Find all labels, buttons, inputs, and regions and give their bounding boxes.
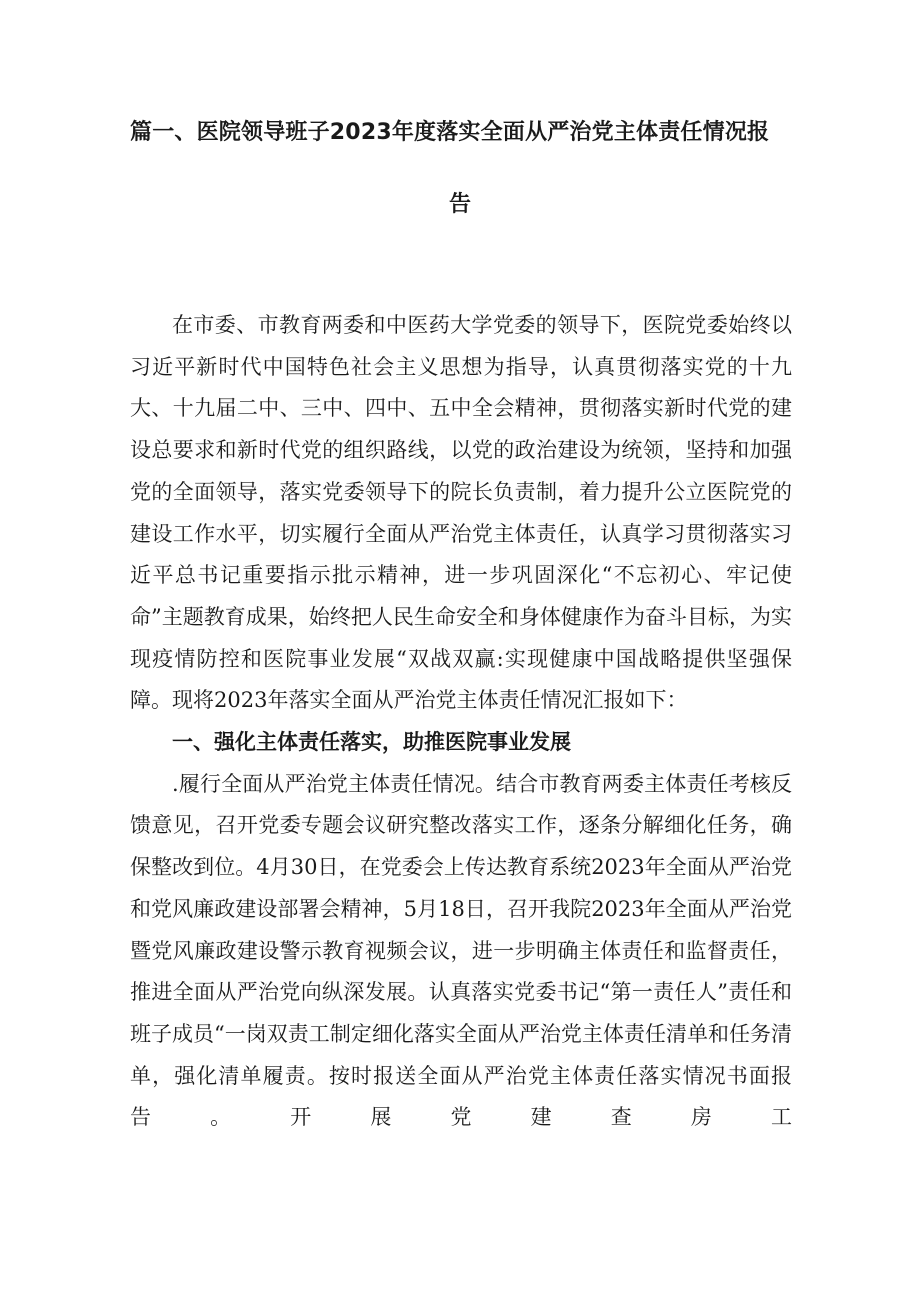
document-title: 篇一、医院领导班子2023年度落实全面从严治党主体责任情况报 [130,120,770,145]
intro-paragraph: 在市委、市教育两委和中医药大学党委的领导下，医院党委始终以习近平新时代中国特色社会主义思想为指导，认真贯彻落实党的十九大、十九届二中、三中、四中、五中全会精神，贯彻落实新时代党的建设总要求和新时代党的组织路线，以党的政治建设为统领，坚持和加强党的全面领导，落实党委领导下的院长负责制，着力提升公立医院党的建设工作水平，切实履行全面从严治党主体责任，认真学习贯彻落实习近平总书记重要指示批示精神，进一步巩固深化“不忘初心、牢记使命”主题教育成果，始终把人民生命安全和身体健康作为奋斗目标，为实现疫情防控和医院事业发展“双战双赢:实现健康中国战略提供坚强保障。现将2023年落实全面从严治党主体责任情况汇报如下： [130,313,792,713]
section-heading: 一、强化主体责任落实，助推医院事业发展 [172,730,571,755]
section-paragraph: .履行全面从严治党主体责任情况。结合市教育两委主体责任考核反馈意见，召开党委专题会议研究整改落实工作，逐条分解细化任务，确保整改到位。4月30日，在党委会上传达教育系统2023年全面从严治党和党风廉政建设部署会精神，5月18日，召开我院2023年全面从严治党暨党风廉政建设警示教育视频会议，进一步明确主体责任和监督责任，推进全面从严治党向纵深发展。认真落实党委书记“第一责任人”责任和班子成员“一岗双责工制定细化落实全面从严治党主体责任清单和任务清单，强化清单履责。按时报送全面从严治党主体责任落实情况书面报告。开展党建查房工 [130,771,792,1130]
document-title-continuation: 告 [448,192,471,217]
document-body [130,305,792,1139]
